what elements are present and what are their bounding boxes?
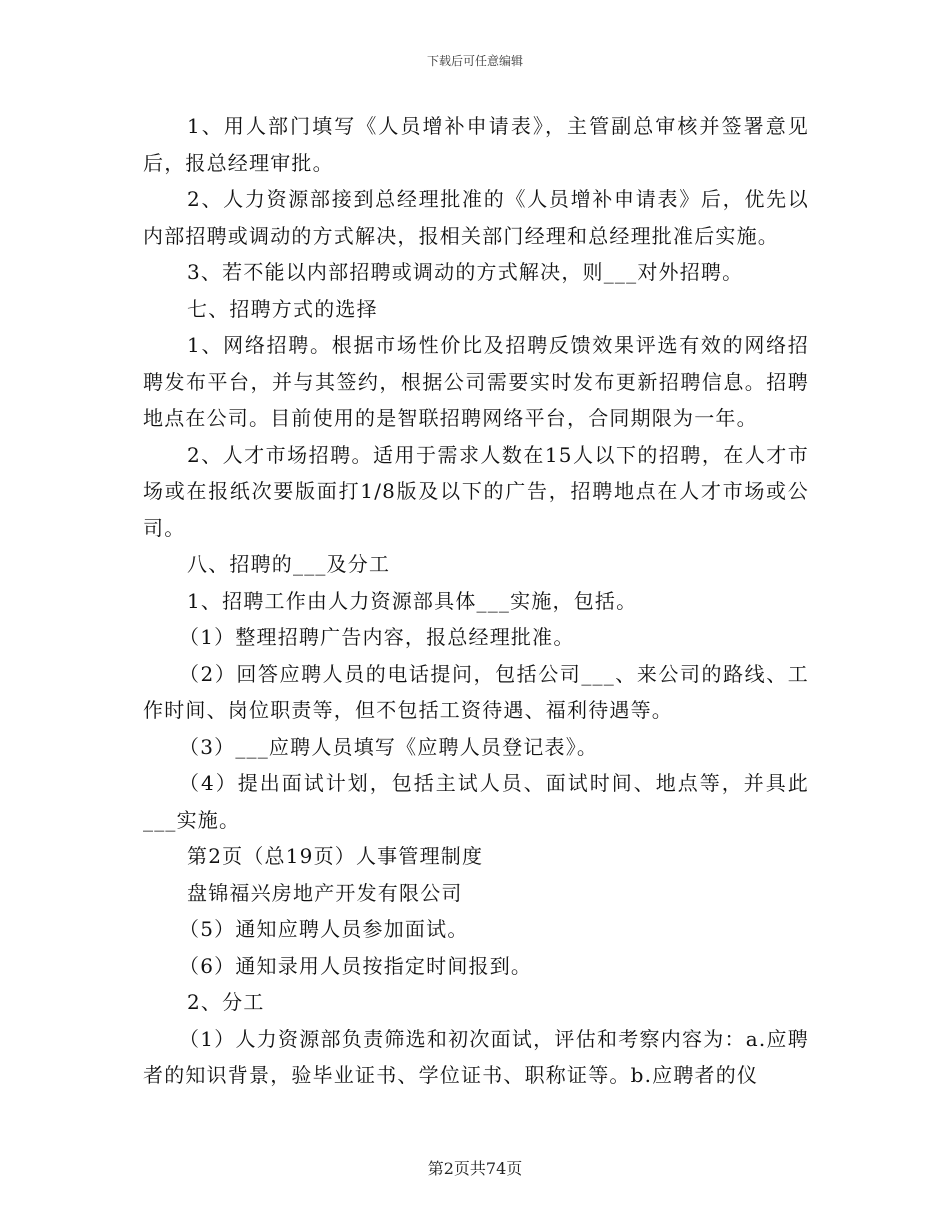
list-item-1: （1）整理招聘广告内容，报总经理批准。 — [179, 625, 575, 649]
paragraph-1: 1、用人部门填写《人员增补申请表》，主管副总审核并签署意见后，报总经理审批。 — [143, 114, 809, 175]
document-body — [143, 108, 809, 1094]
paragraph-4: 1、网络招聘。根据市场性价比及招聘反馈效果评选有效的网络招聘发布平台，并与其签约，根据公司需要实时发布更新招聘信息。招聘地点在公司。目前使用的是智联招聘网络平台，合同期限为一年。 — [143, 333, 809, 430]
paragraph-division: 2、分工 — [187, 990, 265, 1014]
list-item-4: （4）提出面试计划，包括主试人员、面试时间、地点等，并具此___实施。 — [143, 771, 809, 832]
paragraph-2: 2、人力资源部接到总经理批准的《人员增补申请表》后，优先以内部招聘或调动的方式解决，报相关部门经理和总经理批准后实施。 — [143, 187, 809, 248]
company-name: 盘锦福兴房地产开发有限公司 — [187, 880, 463, 905]
division-item-1: （1）人力资源部负责筛选和初次面试，评估和考察内容为：a.应聘者的知识背景，验毕业证书、学位证书、职称证等。b.应聘者的仪 — [143, 1026, 809, 1087]
list-item-3: （3）___应聘人员填写《应聘人员登记表》。 — [179, 734, 599, 759]
page-header: 下载后可任意编辑 — [426, 54, 523, 68]
section-heading-7: 七、招聘方式的选择 — [187, 296, 378, 321]
list-item-2: （2）回答应聘人员的电话提问，包括公司___、来公司的路线、工作时间、岗位职责等，但不包括工资待遇、福利待遇等。 — [143, 661, 809, 722]
paragraph-6: 1、招聘工作由人力资源部具体___实施，包括。 — [187, 588, 638, 613]
list-item-6: （6）通知录用人员按指定时间报到。 — [179, 953, 533, 978]
page-footer: 第2页共74页 — [427, 1159, 523, 1178]
paragraph-5: 2、人才市场招聘。适用于需求人数在15人以下的招聘，在人才市场或在报纸次要版面打1/8版及以下的广告，招聘地点在人才市场或公司。 — [143, 442, 809, 540]
section-heading-8: 八、招聘的___及分工 — [187, 552, 391, 576]
paragraph-3: 3、若不能以内部招聘或调动的方式解决，则___对外招聘。 — [187, 260, 744, 284]
list-item-5: （5）通知应聘人员参加面试。 — [179, 917, 469, 941]
page-marker-line: 第2页（总19页）人事管理制度 — [187, 844, 484, 868]
